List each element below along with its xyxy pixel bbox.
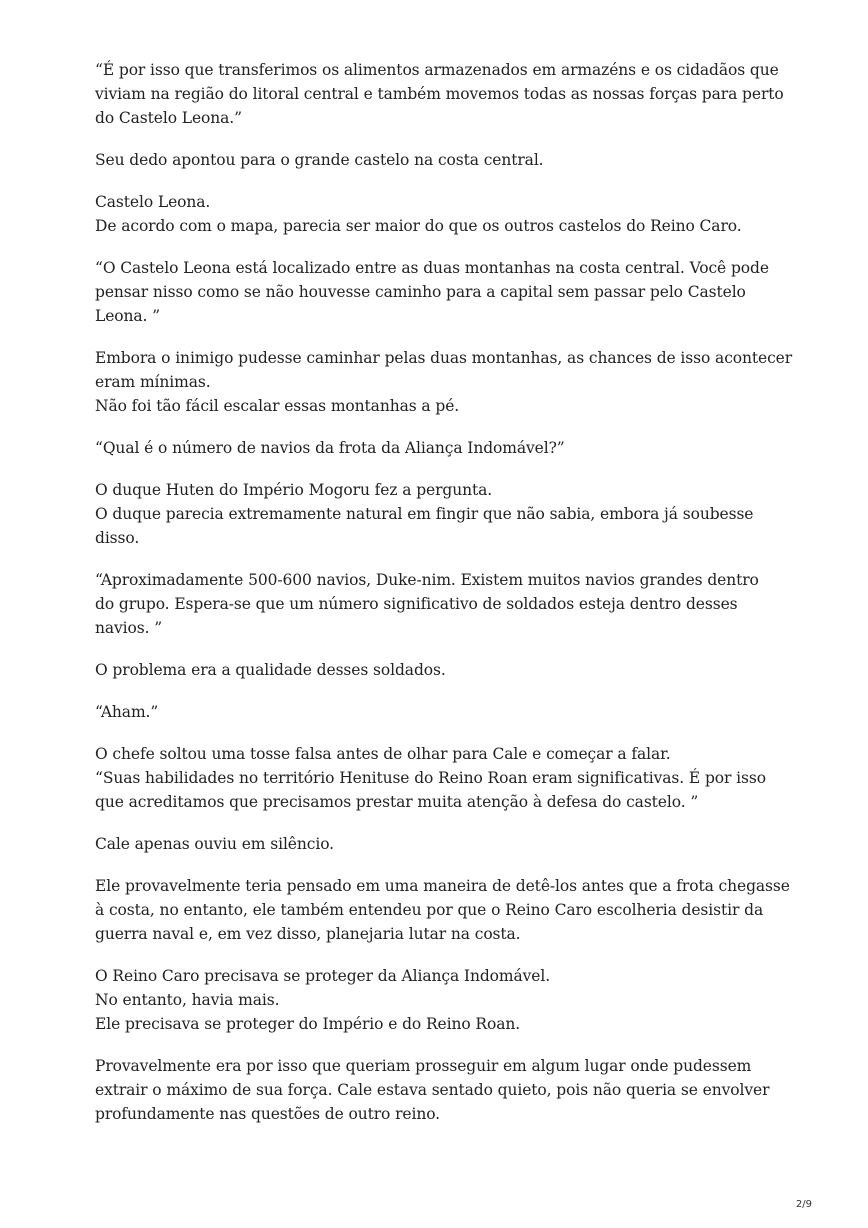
text-line: Cale apenas ouviu em silêncio. <box>95 835 334 853</box>
text-line: Provavelmente era por isso que queriam prosseguir em algum lugar onde pudessem <box>95 1057 752 1075</box>
text-line: Ele provavelmente teria pensado em uma maneira de detê-los antes que a frota chegasse <box>95 877 790 895</box>
text-line: Seu dedo apontou para o grande castelo na costa central. <box>95 151 544 169</box>
text-line: No entanto, havia mais. <box>95 991 280 1009</box>
text-line: O chefe soltou uma tosse falsa antes de olhar para Cale e começar a falar. <box>95 745 671 763</box>
text-line: à costa, no entanto, ele também entendeu por que o Reino Caro escolheria desistir da <box>95 901 764 919</box>
paragraph-11 <box>95 742 795 814</box>
text-line: que acreditamos que precisamos prestar muita atenção à defesa do castelo. ” <box>95 793 699 811</box>
text-line: extrair o máximo de sua força. Cale estava sentado quieto, pois não queria se envolver <box>95 1081 770 1099</box>
text-line: O Reino Caro precisava se proteger da Aliança Indomável. <box>95 967 551 985</box>
text-line: De acordo com o mapa, parecia ser maior do que os outros castelos do Reino Caro. <box>95 217 742 235</box>
text-line: pensar nisso como se não houvesse caminho para a capital sem passar pelo Castelo <box>95 283 746 301</box>
text-line: Não foi tão fácil escalar essas montanhas a pé. <box>95 397 460 415</box>
text-line: do grupo. Espera-se que um número significativo de soldados esteja dentro desses <box>95 595 738 613</box>
text-line: do Castelo Leona.” <box>95 109 242 127</box>
document-body <box>95 58 795 1144</box>
text-line: “É por isso que transferimos os alimentos armazenados em armazéns e os cidadãos que <box>95 61 779 79</box>
text-line: O problema era a qualidade desses soldados. <box>95 661 446 679</box>
text-line: “Qual é o número de navios da frota da Aliança Indomável?” <box>95 439 565 457</box>
text-line: disso. <box>95 529 140 547</box>
text-line: O duque parecia extremamente natural em fingir que não sabia, embora já soubesse <box>95 505 754 523</box>
text-line: Ele precisava se proteger do Império e do Reino Roan. <box>95 1015 521 1033</box>
text-line: “Aproximadamente 500-600 navios, Duke-nim. Existem muitos navios grandes dentro <box>95 571 759 589</box>
paragraph-7 <box>95 478 795 550</box>
paragraph-12 <box>95 832 795 856</box>
paragraph-6 <box>95 436 795 460</box>
text-line: “Suas habilidades no território Henituse do Reino Roan eram significativas. É por isso <box>95 769 766 787</box>
text-line: O duque Huten do Império Mogoru fez a pergunta. <box>95 481 493 499</box>
text-line: Leona. ” <box>95 307 160 325</box>
paragraph-4 <box>95 256 795 328</box>
text-line: eram mínimas. <box>95 373 211 391</box>
paragraph-10 <box>95 700 795 724</box>
paragraph-3 <box>95 190 795 238</box>
paragraph-5 <box>95 346 795 418</box>
text-line: navios. ” <box>95 619 163 637</box>
paragraph-8 <box>95 568 795 640</box>
paragraph-15 <box>95 1054 795 1126</box>
text-line: Embora o inimigo pudesse caminhar pelas duas montanhas, as chances de isso acontecer <box>95 349 793 367</box>
text-line: “Aham.” <box>95 703 159 721</box>
text-line: “O Castelo Leona está localizado entre as duas montanhas na costa central. Você pode <box>95 259 769 277</box>
text-line: guerra naval e, em vez disso, planejaria lutar na costa. <box>95 925 521 943</box>
text-line: profundamente nas questões de outro reino. <box>95 1105 441 1123</box>
text-line: viviam na região do litoral central e também movemos todas as nossas forças para perto <box>95 85 784 103</box>
page-number: 2/9 <box>795 1199 812 1210</box>
paragraph-14 <box>95 964 795 1036</box>
paragraph-13 <box>95 874 795 946</box>
paragraph-2 <box>95 148 795 172</box>
text-line: Castelo Leona. <box>95 193 211 211</box>
paragraph-1 <box>95 58 795 130</box>
paragraph-9 <box>95 658 795 682</box>
